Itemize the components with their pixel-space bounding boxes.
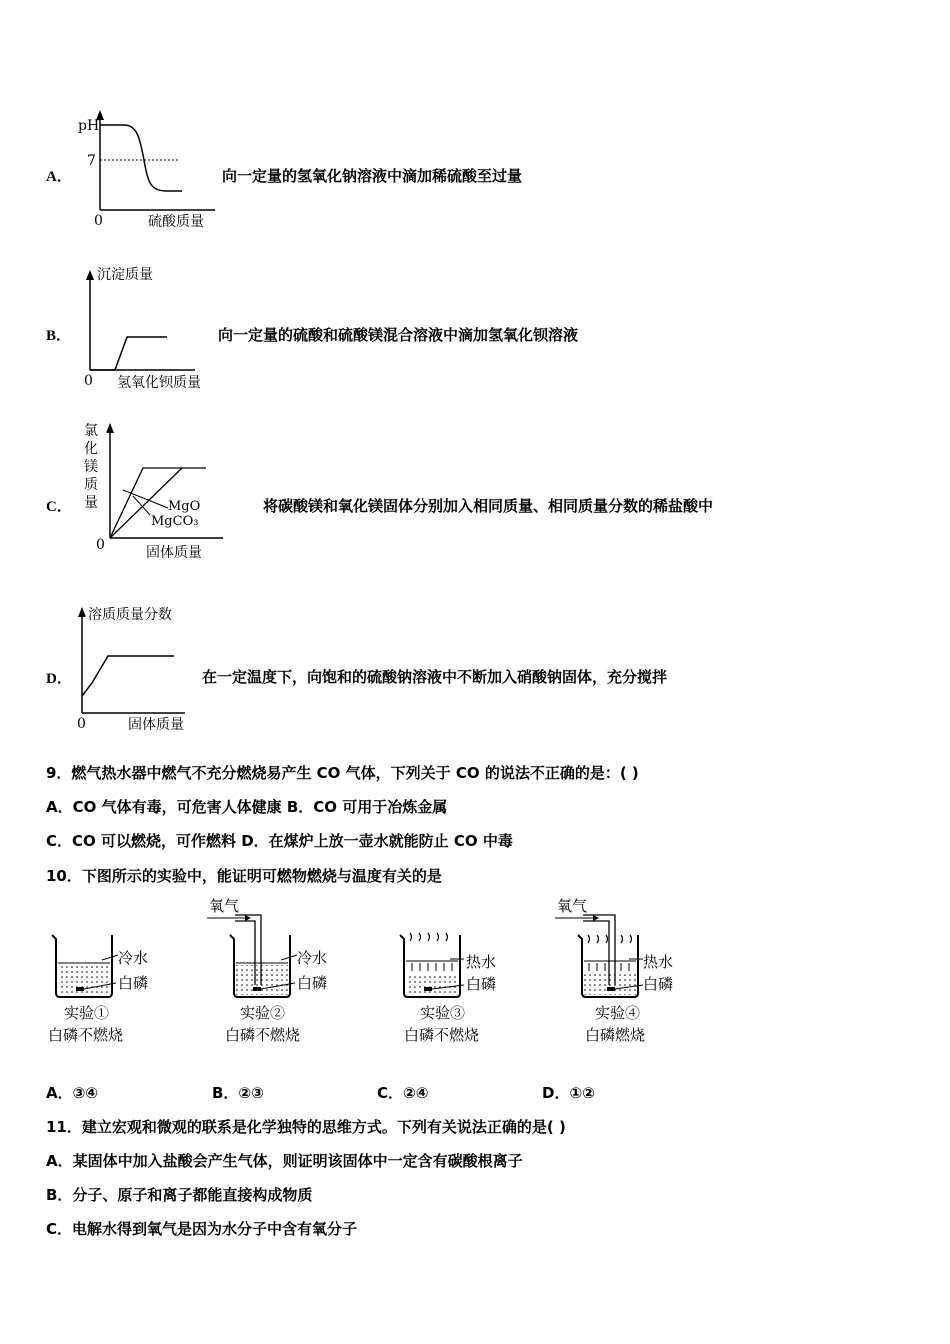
q11-option-c: C．电解水得到氧气是因为水分子中含有氧分子 bbox=[46, 1220, 358, 1238]
experiment-3 bbox=[388, 925, 533, 1050]
option-a-statement: 向一定量的氢氧化钠溶液中滴加稀硫酸至过量 bbox=[222, 167, 523, 185]
origin-label: 0 bbox=[84, 373, 93, 389]
q10-answer-a: A．③④ bbox=[46, 1084, 99, 1102]
mass-fraction-line bbox=[82, 656, 174, 696]
q9-stem: 9．燃气热水器中燃气不充分燃烧易产生 CO 气体，下列关于 CO 的说法不正确的是：( ) bbox=[46, 764, 639, 782]
q11-option-b: B．分子、原子和离子都能直接构成物质 bbox=[46, 1186, 313, 1204]
origin-label: 0 bbox=[96, 537, 105, 553]
experiment-result: 白磷燃烧 bbox=[585, 1026, 646, 1044]
white-phosphorus bbox=[253, 987, 261, 991]
graph-d bbox=[70, 598, 210, 738]
ph-curve bbox=[100, 125, 182, 191]
origin-label: 0 bbox=[77, 716, 86, 732]
q10-answer-c: C．②④ bbox=[377, 1084, 429, 1102]
experiment-result: 白磷不燃烧 bbox=[48, 1026, 124, 1044]
water bbox=[406, 973, 458, 995]
experiment-result: 白磷不燃烧 bbox=[404, 1026, 480, 1044]
x-axis-label: 氢氧化钡质量 bbox=[117, 375, 201, 391]
mgo-label: MgO bbox=[168, 499, 201, 514]
phos-label: 白磷 bbox=[643, 975, 674, 993]
y-axis-label: 沉淀质量 bbox=[97, 267, 153, 283]
mgo-pointer bbox=[123, 490, 168, 508]
mgco3-label: MgCO₃ bbox=[151, 514, 199, 529]
option-c-letter: C． bbox=[46, 499, 72, 515]
water-pointer bbox=[102, 955, 118, 960]
gas-label: 氧气 bbox=[209, 897, 240, 915]
q10-answer-d: D．①② bbox=[542, 1084, 595, 1102]
phos-label: 白磷 bbox=[297, 974, 328, 992]
option-a-letter: A． bbox=[46, 169, 72, 185]
option-b-statement: 向一定量的硫酸和硫酸镁混合溶液中滴加氢氧化钡溶液 bbox=[218, 326, 579, 344]
x-axis-label: 固体质量 bbox=[128, 717, 184, 733]
y-axis-arrow bbox=[106, 423, 114, 433]
water bbox=[584, 973, 636, 995]
graph-a bbox=[70, 100, 230, 235]
white-phosphorus bbox=[76, 987, 84, 991]
steam-icon bbox=[588, 935, 632, 943]
phos-label: 白磷 bbox=[118, 974, 149, 992]
water bbox=[236, 965, 288, 995]
gas-arrow-head bbox=[593, 915, 599, 921]
water-label: 热水 bbox=[466, 953, 497, 971]
y-label-char-1: 氯 bbox=[84, 423, 98, 439]
q10-stem: 10．下图所示的实验中，能证明可燃物燃烧与温度有关的是 bbox=[46, 867, 442, 885]
q11-option-a: A．某固体中加入盐酸会产生气体，则证明该固体中一定含有碳酸根离子 bbox=[46, 1152, 523, 1170]
experiment-title: 实验① bbox=[64, 1004, 110, 1022]
y-axis-label: pH bbox=[78, 118, 100, 134]
experiment-title: 实验③ bbox=[420, 1004, 466, 1022]
y-label-char-5: 量 bbox=[84, 495, 98, 511]
gas-label: 氧气 bbox=[557, 897, 588, 915]
y-axis-label: 溶质质量分数 bbox=[88, 607, 172, 623]
water-label: 冷水 bbox=[118, 949, 149, 967]
x-axis-label: 固体质量 bbox=[146, 545, 202, 561]
origin-label: 0 bbox=[94, 213, 103, 229]
q9-options-line2: C．CO 可以燃烧，可作燃料 D．在煤炉上放一壶水就能防止 CO 中毒 bbox=[46, 832, 513, 850]
experiment-title: 实验② bbox=[240, 1004, 286, 1022]
q9-options-line1: A．CO 气体有毒，可危害人体健康 B．CO 可用于冶炼金属 bbox=[46, 798, 448, 816]
y-label-char-2: 化 bbox=[84, 441, 98, 457]
y-label-char-4: 质 bbox=[84, 477, 98, 493]
white-phosphorus bbox=[424, 987, 432, 991]
experiment-1 bbox=[40, 925, 180, 1050]
phos-label: 白磷 bbox=[466, 975, 497, 993]
experiment-result: 白磷不燃烧 bbox=[225, 1026, 301, 1044]
experiment-4 bbox=[553, 893, 698, 1050]
ref-label: 7 bbox=[87, 153, 96, 169]
steam-icon bbox=[410, 933, 448, 941]
mgco3-pointer bbox=[133, 496, 150, 515]
option-d-statement: 在一定温度下，向饱和的硫酸钠溶液中不断加入硝酸钠固体，充分搅拌 bbox=[202, 668, 668, 686]
y-axis-arrow bbox=[78, 607, 86, 617]
gas-arrow-head bbox=[245, 915, 251, 921]
x-axis-label: 硫酸质量 bbox=[148, 214, 204, 230]
graph-c bbox=[78, 418, 243, 566]
precipitate-line bbox=[90, 337, 167, 370]
heat-marks bbox=[412, 963, 452, 971]
option-c-statement: 将碳酸镁和氧化镁固体分别加入相同质量、相同质量分数的稀盐酸中 bbox=[263, 497, 714, 515]
water-label: 热水 bbox=[643, 953, 674, 971]
option-b-letter: B． bbox=[46, 328, 72, 344]
experiment-title: 实验④ bbox=[595, 1004, 641, 1022]
y-label-char-3: 镁 bbox=[84, 459, 98, 475]
option-d-letter: D． bbox=[46, 671, 72, 687]
water-label: 冷水 bbox=[297, 949, 328, 967]
q10-answer-b: B．②③ bbox=[212, 1084, 264, 1102]
q11-stem: 11．建立宏观和微观的联系是化学独特的思维方式。下列有关说法正确的是( ) bbox=[46, 1118, 566, 1136]
graph-b bbox=[75, 260, 235, 395]
experiment-2 bbox=[205, 893, 350, 1050]
white-phosphorus bbox=[607, 987, 615, 991]
y-axis-arrow bbox=[86, 270, 94, 280]
